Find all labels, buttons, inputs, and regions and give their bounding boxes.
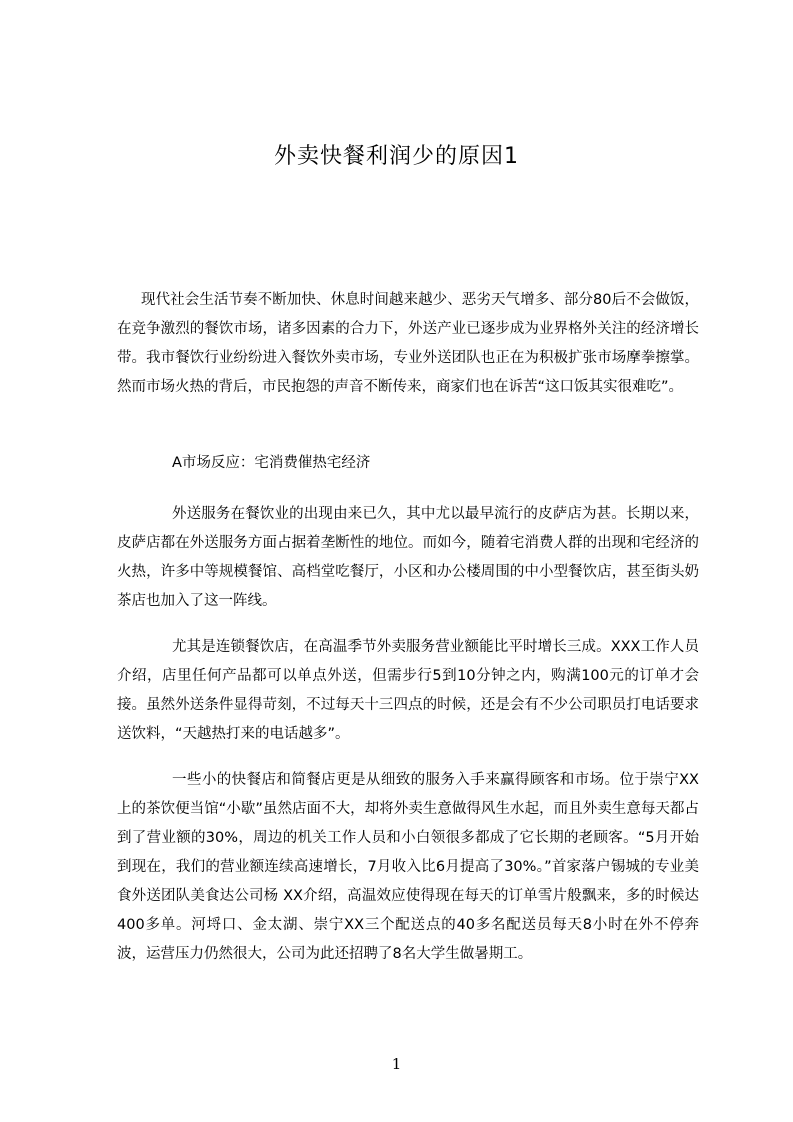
paragraph-small-restaurants: 一些小的快餐店和简餐店更是从细致的服务入手来赢得顾客和市场。位于崇宁XX上的茶饮便当馆“小歇”虽然店面不大，却将外卖生意做得风生水起，而且外卖生意每天都占到了营业额的30%，周边的机关工作人员和小白领很多都成了它长期的老顾客。“5月开始到现在，我们的营业额连续高速增长，7月收入比6月提高了30%。”首家落户锡城的专业美食外送团队美食达公司杨 XX介绍，高温效应使得现在每天的订单雪片般飘来，多的时候达400多单。河埒口、金太湖、崇宁XX三个配送点的40多名配送员每天8小时在外不停奔波，运营压力仍然很大，公司为此还招聘了8名大学生做暑期工。 [117,772,699,962]
paragraph-delivery-history: 外送服务在餐饮业的出现由来已久，其中尤以最早流行的皮萨店为甚。长期以来，皮萨店都在外送服务方面占据着垄断性的地位。而如今，随着宅消费人群的出现和宅经济的火热，许多中等规模餐馆、高档堂吃餐厅，小区和办公楼周围的中小型餐饮店，甚至街头奶茶店也加入了这一阵线。 [117,506,699,609]
page-number: 1 [391,1055,402,1073]
document-title: 外卖快餐利润少的原因1 [274,144,519,169]
section-heading-market-reaction: A市场反应：宅消费催热宅经济 [172,455,371,471]
paragraph-intro: 现代社会生活节奏不断加快、休息时间越来越少、恶劣天气增多、部分80后不会做饭，在竞争激烈的餐饮市场，诸多因素的合力下，外送产业已逐步成为业界格外关注的经济增长带。我市餐饮行业纷纷进入餐饮外卖市场，专业外送团队也正在为积极扩张市场摩拳擦掌。然而市场火热的背后，市民抱怨的声音不断传来，商家们也在诉苦“这口饭其实很难吃”。 [117,292,699,395]
paragraph-chain-restaurants: 尤其是连锁餐饮店，在高温季节外卖服务营业额能比平时增长三成。XXX工作人员介绍，店里任何产品都可以单点外送，但需步行5到10分钟之内，购满100元的订单才会接。虽然外送条件显得苛刻，不过每天十三四点的时候，还是会有不少公司职员打电话要求送饮料，“天越热打来的电话越多”。 [117,639,699,742]
